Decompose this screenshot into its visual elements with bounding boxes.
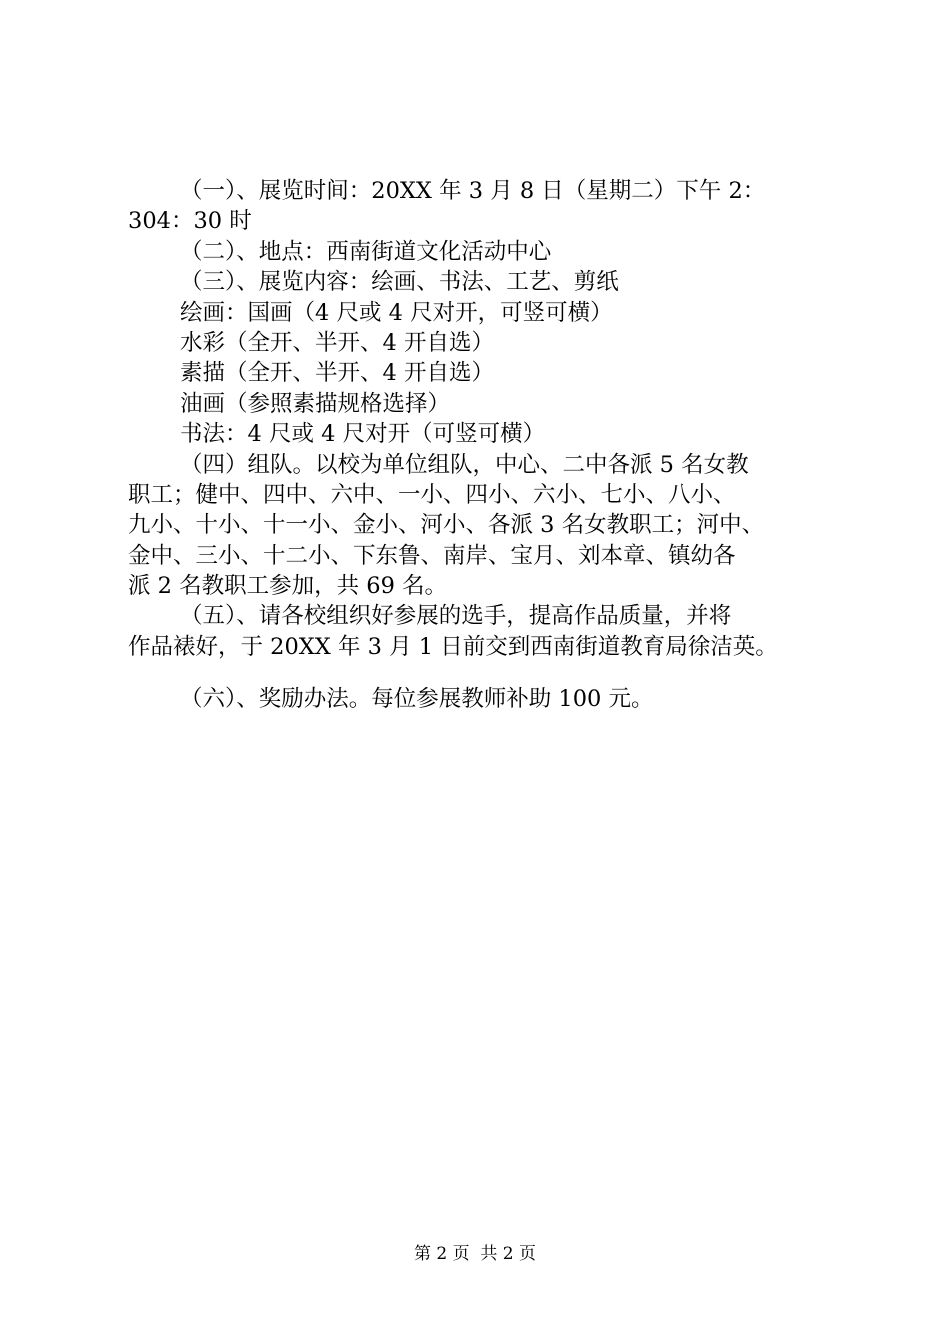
text-line: 书法：4 尺或 4 尺对开（可竖可横） (180, 421, 546, 448)
text-line: 职工；健中、四中、六中、一小、四小、六小、七小、八小、 (128, 481, 736, 508)
page-number-label: 第 2 页 共 2 页 (413, 1244, 537, 1264)
text-line: （四）组队。以校为单位组队，中心、二中各派 5 名女教 (180, 451, 749, 478)
text-line: 油画（参照素描规格选择） (180, 390, 451, 417)
text-line: （二）、地点：西南街道文化活动中心 (180, 238, 552, 265)
text-line: 派 2 名教职工参加，共 69 名。 (128, 573, 448, 600)
text-line: 水彩（全开、半开、4 开自选） (180, 329, 494, 356)
text-line: 素描（全开、半开、4 开自选） (180, 360, 494, 387)
text-line: 九小、十小、十一小、金小、河小、各派 3 名女教职工；河中、 (128, 512, 765, 539)
text-line: 金中、三小、十二小、下东鲁、南岸、宝月、刘本章、镇幼各 (128, 542, 736, 569)
page-footer (0, 1243, 950, 1265)
last-paragraph: （六）、奖励办法。每位参展教师补助 100 元。 (180, 686, 654, 713)
text-line: （一）、展览时间：20XX 年 3 月 8 日（星期二）下午 2： (180, 178, 766, 204)
paragraph-gap (128, 662, 828, 684)
document-body (128, 176, 828, 715)
text-line: 绘画：国画（4 尺或 4 尺对开，可竖可横） (180, 299, 613, 326)
text-line: 304：30 时 (128, 208, 252, 235)
text-line: 作品裱好，于 20XX 年 3 月 1 日前交到西南街道教育局徐洁英。 (128, 633, 778, 660)
text-line: （三）、展览内容：绘画、书法、工艺、剪纸 (180, 269, 619, 296)
text-line: （五）、请各校组织好参展的选手，提高作品质量，并将 (180, 603, 732, 630)
